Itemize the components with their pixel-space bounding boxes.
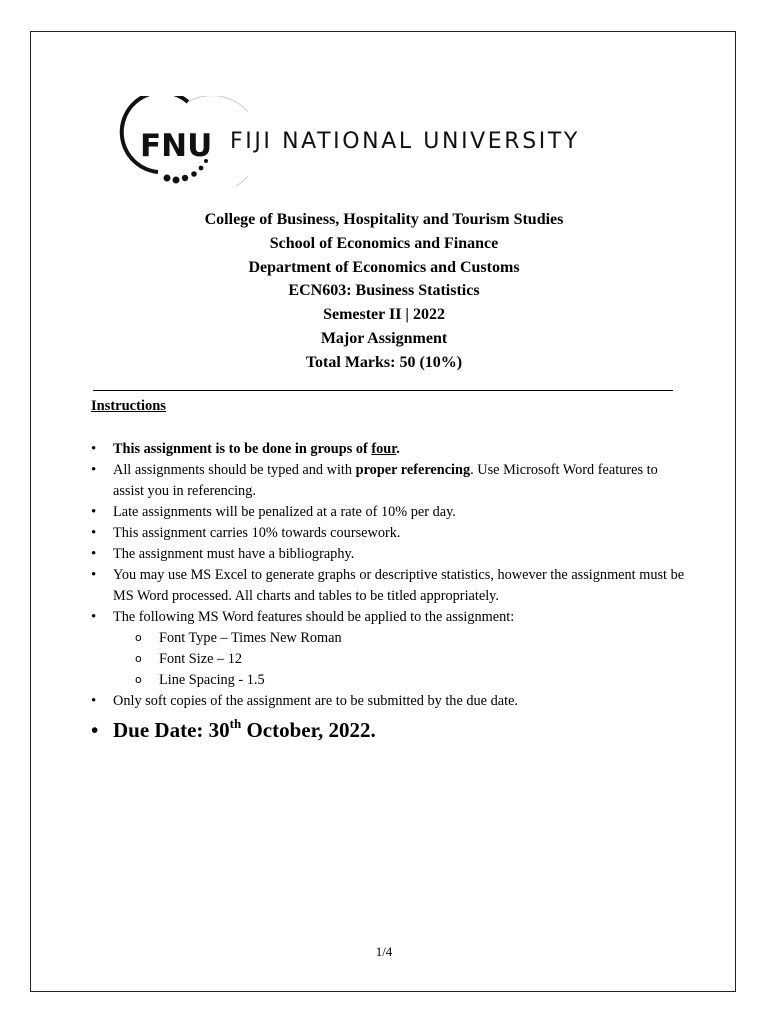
due-date: [91, 715, 691, 745]
logo-abbreviation: FNU: [140, 128, 213, 164]
groups-period: .: [396, 441, 400, 457]
typed-bold: proper referencing: [355, 462, 471, 478]
due-date-month-year: October, 2022.: [241, 718, 376, 742]
semester: Semester II | 2022: [323, 306, 445, 324]
department-name: Department of Economics and Customs: [248, 258, 520, 276]
document-header: [0, 208, 768, 375]
total-marks: Total Marks: 50 (10%): [305, 353, 463, 371]
course-title: ECN603: Business Statistics: [288, 282, 480, 300]
typed-suffix: . Use Microsoft Word features to assist you in referencing.: [113, 462, 658, 499]
list-item-soft-copies: • Only soft copies of the assignment are to be submitted by the due date.: [91, 691, 691, 712]
list-item-carries: • This assignment carries 10% towards coursework.: [91, 523, 691, 544]
group-size: four: [371, 441, 397, 457]
instructions-list: [91, 439, 691, 745]
list-item-late: • Late assignments will be penalized at a rate of 10% per day.: [91, 502, 691, 523]
list-item-excel: • You may use MS Excel to generate graphs or descriptive statistics, however the assignment must be MS Word processed. All charts and tables to be titled appropriately.: [91, 565, 691, 607]
header-divider: [93, 390, 673, 391]
logo-university-name: FIJI NATIONAL UNIVERSITY: [230, 129, 580, 154]
list-item-bibliography: • The assignment must have a bibliography.: [91, 544, 691, 565]
instructions-title: Instructions: [91, 398, 166, 414]
sub-item-font-type: o Font Type – Times New Roman: [91, 628, 691, 649]
sub-item-line-spacing: o Line Spacing - 1.5: [91, 670, 691, 691]
college-name: College of Business, Hospitality and Tourism Studies: [204, 211, 564, 228]
university-logo: [118, 96, 658, 188]
groups-text: This assignment is to be done in groups of: [113, 441, 372, 457]
list-item-typed: [91, 460, 691, 502]
list-item-groups: [91, 439, 691, 460]
due-date-prefix: Due Date: 30: [113, 718, 230, 742]
list-item-features: • The following MS Word features should be applied to the assignment:: [91, 607, 691, 628]
due-date-suffix-th: th: [229, 716, 242, 731]
school-name: School of Economics and Finance: [269, 234, 499, 252]
assessment-title: Major Assignment: [320, 329, 448, 347]
page-number: 1/4: [375, 944, 393, 959]
typed-text: All assignments should be typed and with: [113, 462, 356, 478]
sub-item-font-size: o Font Size – 12: [91, 649, 691, 670]
